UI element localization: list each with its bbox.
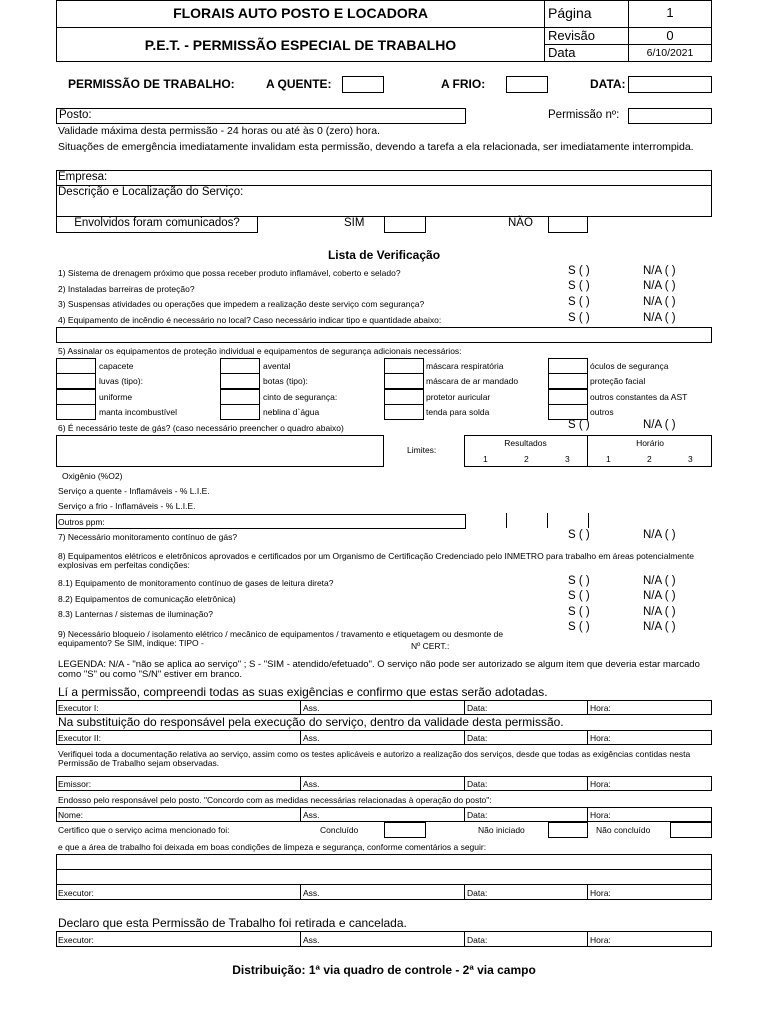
row-divider (464, 884, 465, 900)
question-2-na[interactable]: N/A ( ) (643, 280, 676, 292)
epi-checkbox-2-3[interactable] (220, 389, 260, 405)
epi-label-3-2: máscara de ar mandado (426, 376, 519, 386)
executor1-label: Executor I: (58, 703, 99, 713)
nome-row (56, 807, 712, 822)
epi-label-2-1: avental (263, 361, 291, 371)
epi-label-1-1: capacete (99, 361, 134, 371)
hot-work-label: A QUENTE: (266, 77, 332, 91)
question-5: 5) Assinalar os equipamentos de proteção individual e equipamentos de segurança adicionais necessários: (58, 346, 462, 356)
epi-label-1-3: uniforme (99, 392, 133, 402)
cancel-hour-label[interactable]: Hora: (590, 935, 611, 945)
results-col-3: 3 (565, 454, 570, 464)
results-col-2: 2 (524, 454, 529, 464)
page-label: Página (548, 5, 592, 21)
question-4: 4) Equipamento de incêndio é necessário no local? Caso necessário indicar tipo e quantidade abaixo: (58, 315, 442, 325)
comments-field-1[interactable] (56, 854, 712, 870)
document-title: P.E.T. - PERMISSÃO ESPECIAL DE TRABALHO (144, 37, 457, 53)
row-divider (300, 776, 301, 791)
question-1: 1) Sistema de drenagem próximo que possa receber produto inflamável, coberto e selado? (58, 268, 401, 278)
permit-number-field[interactable] (628, 108, 712, 124)
question-8-2-na[interactable]: N/A ( ) (643, 590, 676, 602)
permit-date-field[interactable] (628, 76, 712, 93)
cancellation-declaration: Declaro que esta Permissão de Trabalho foi retirada e cancelada. (58, 916, 407, 930)
concluded-checkbox[interactable] (384, 822, 426, 838)
epi-label-4-2: proteção facial (590, 376, 646, 386)
epi-label-3-3: protetor auricular (426, 392, 491, 402)
gas-others-tick-2 (547, 513, 548, 528)
epi-checkbox-3-1[interactable] (384, 358, 424, 374)
posto-field[interactable] (56, 108, 466, 124)
row-divider (300, 700, 301, 715)
hot-work-checkbox[interactable] (342, 76, 384, 93)
gas-others-tick-3 (588, 513, 589, 528)
involved-no-label: NÃO (508, 217, 533, 229)
row-divider (464, 700, 465, 715)
epi-label-3-1: máscara respiratória (426, 361, 504, 371)
epi-checkbox-4-2[interactable] (548, 373, 588, 389)
question-1-na[interactable]: N/A ( ) (643, 265, 676, 277)
hour-header: Horário (636, 438, 664, 448)
permit-date-label: DATA: (590, 77, 626, 91)
hour-col-3: 3 (688, 454, 693, 464)
emissor-date-label[interactable]: Data: (467, 779, 488, 789)
gas-test-description-field[interactable] (56, 435, 384, 467)
epi-checkbox-1-3[interactable] (56, 389, 96, 405)
row-divider (587, 884, 588, 900)
description-label: Descrição e Localização do Serviço: (58, 186, 244, 198)
empresa-field[interactable] (56, 170, 712, 186)
fire-equipment-field[interactable] (56, 327, 712, 343)
row-divider (464, 730, 465, 745)
area-condition-text: e que a área de trabalho foi deixada em boas condições de limpeza e segurança, conforme comentários a seguir: (58, 842, 487, 852)
epi-label-1-4: manta incombustível (99, 407, 177, 417)
empresa-label: Empresa: (58, 171, 108, 183)
epi-checkbox-4-3[interactable] (548, 389, 588, 405)
question-7-yes[interactable]: S ( ) (568, 529, 590, 541)
epi-label-2-4: neblina d`água (263, 407, 320, 417)
company-name: FLORAIS AUTO POSTO E LOCADORA (173, 5, 428, 21)
cold-work-checkbox[interactable] (506, 76, 548, 93)
row-divider (300, 807, 301, 822)
executor1-hour-label[interactable]: Hora: (590, 703, 611, 713)
executor2-signature-label[interactable]: Ass. (303, 733, 320, 743)
verification-text: Verifiquei toda a documentação relativa ao serviço, assim como os testes aplicáveis e autorizo a realização dos serviços, desde que todas as exigências contidas nesta Permissão de Trabalho sejam observadas. (58, 749, 691, 769)
certify-label: Certifico que o serviço acima mencionado foi: (58, 825, 230, 835)
emissor-label: Emissor: (58, 779, 92, 789)
involved-label: Envolvidos foram comunicados? (74, 217, 240, 229)
question-6-na[interactable]: N/A ( ) (643, 419, 676, 431)
cert-number-label: Nº CERT.: (411, 641, 450, 651)
legend-text: LEGENDA: N/A - "não se aplica ao serviço" ; S - "SIM - atendido/efetuado". O serviço não pode ser autorizado se algum item que deveria estar marcado como "S" ou como "S/N" estiver em branco. (58, 659, 700, 681)
question-8: 8) Equipamentos elétricos e eletrônicos aprovados e certificados por um Organismo de Certificação Credenciado pelo INMETRO para trabalho em áreas potencialmente explosivas em perfeitas condições: (58, 551, 694, 571)
cancel-executor-row (56, 931, 712, 947)
row-divider (587, 776, 588, 791)
executor2-label: Executor II: (58, 733, 101, 743)
not-started-label: Não iniciado (478, 825, 525, 835)
row-divider (587, 807, 588, 822)
row-divider (464, 807, 465, 822)
question-3-na[interactable]: N/A ( ) (643, 296, 676, 308)
revision-value: 0 (666, 28, 674, 43)
question-2: 2) Instaladas barreiras de proteção? (58, 284, 195, 294)
question-4-na[interactable]: N/A ( ) (643, 312, 676, 324)
executor-date-label[interactable]: Data: (467, 888, 488, 898)
question-2-yes[interactable]: S ( ) (568, 280, 590, 292)
executor2-row (56, 730, 712, 745)
epi-checkbox-4-4[interactable] (548, 404, 588, 420)
gas-others-field[interactable] (56, 514, 466, 529)
gas-hot-label: Serviço a quente - Inflamáveis - % L.I.E. (58, 486, 210, 496)
limits-label: Limites: (407, 445, 437, 455)
distribution-footer: Distribuição: 1ª via quadro de controle - 2ª via campo (232, 963, 536, 977)
nome-hour-label[interactable]: Hora: (590, 810, 611, 820)
row-divider (300, 931, 301, 947)
gas-others-label: Outros ppm: (58, 517, 105, 527)
results-col-1: 1 (483, 454, 488, 464)
question-6: 6) É necessário teste de gás? (caso necessário preencher o quadro abaixo) (58, 423, 344, 433)
endorsement-text: Endosso pelo responsável pelo posto. "Concordo com as medidas necessárias relacionadas à operação do posto": (58, 795, 492, 805)
epi-checkbox-3-4[interactable] (384, 404, 424, 420)
permit-type-label: PERMISSÃO DE TRABALHO: (68, 77, 235, 91)
question-9: 9) Necessário bloqueio / isolamento elétrico / mecânico de equipamentos / travamento e etiquetagem ou desmonte de equipamento? Se SIM, indique: TIPO - (58, 629, 504, 649)
row-divider (300, 884, 301, 900)
executor1-date-label[interactable]: Data: (467, 703, 488, 713)
epi-label-2-2: botas (tipo): (263, 376, 308, 386)
involved-yes-checkbox[interactable] (384, 216, 426, 233)
comments-field-2[interactable] (56, 869, 712, 885)
row-divider (587, 931, 588, 947)
epi-checkbox-4-1[interactable] (548, 358, 588, 374)
question-8-3-yes[interactable]: S ( ) (568, 606, 590, 618)
involved-yes-label: SIM (344, 217, 365, 229)
epi-checkbox-2-2[interactable] (220, 373, 260, 389)
results-header: Resultados (504, 438, 547, 448)
epi-label-4-4: outros (590, 407, 614, 417)
read-confirmation: Lí a permissão, compreendi todas as suas exigências e confirmo que estas serão adotadas. (58, 685, 548, 699)
question-8-3: 8.3) Lanternas / sistemas de iluminação? (58, 609, 213, 619)
not-concluded-checkbox[interactable] (670, 822, 712, 838)
executor2-date-label[interactable]: Data: (467, 733, 488, 743)
question-8-1-na[interactable]: N/A ( ) (643, 575, 676, 587)
nome-label: Nome: (58, 810, 84, 820)
cancel-executor-label: Executor: (58, 935, 94, 945)
question-9-yes[interactable]: S ( ) (568, 621, 590, 633)
question-8-2: 8.2) Equipamentos de comunicação eletrônica) (58, 594, 236, 604)
permit-number-label: Permissão nº: (548, 109, 620, 121)
emissor-signature-label[interactable]: Ass. (303, 779, 320, 789)
not-concluded-label: Não concluído (596, 825, 651, 835)
question-8-1-yes[interactable]: S ( ) (568, 575, 590, 587)
epi-label-4-3: outros constantes da AST (590, 392, 688, 402)
row-divider (587, 730, 588, 745)
cancel-date-label[interactable]: Data: (467, 935, 488, 945)
executor-row (56, 884, 712, 900)
epi-checkbox-3-3[interactable] (384, 389, 424, 405)
executor1-signature-label[interactable]: Ass. (303, 703, 320, 713)
gas-oxygen-label: Oxigênio (%O2) (62, 471, 123, 481)
emissor-row (56, 776, 712, 791)
question-8-3-na[interactable]: N/A ( ) (643, 606, 676, 618)
substitution-text: Na substituição do responsável pela execução do serviço, dentro da validade desta permissão. (58, 715, 564, 729)
epi-checkbox-2-4[interactable] (220, 404, 260, 420)
date-value: 6/10/2021 (646, 47, 694, 59)
row-divider (587, 700, 588, 715)
question-8-2-yes[interactable]: S ( ) (568, 590, 590, 602)
involved-no-checkbox[interactable] (548, 216, 588, 233)
executor2-hour-label[interactable]: Hora: (590, 733, 611, 743)
nome-date-label[interactable]: Data: (467, 810, 488, 820)
epi-label-3-4: tenda para solda (426, 407, 490, 417)
question-4-yes[interactable]: S ( ) (568, 312, 590, 324)
epi-checkbox-2-1[interactable] (220, 358, 260, 374)
executor-hour-label[interactable]: Hora: (590, 888, 611, 898)
epi-label-4-1: óculos de segurança (590, 361, 669, 371)
not-started-checkbox[interactable] (548, 822, 588, 838)
hour-col-1: 1 (606, 454, 611, 464)
epi-checkbox-1-2[interactable] (56, 373, 96, 389)
gas-others-tick-1 (506, 513, 507, 528)
date-label: Data (548, 45, 576, 60)
epi-checkbox-1-4[interactable] (56, 404, 96, 420)
cancel-signature-label[interactable]: Ass. (303, 935, 320, 945)
row-divider (300, 730, 301, 745)
page-value: 1 (666, 5, 674, 20)
row-divider (464, 776, 465, 791)
epi-checkbox-3-2[interactable] (384, 373, 424, 389)
row-divider (464, 931, 465, 947)
hour-col-2: 2 (647, 454, 652, 464)
executor1-row (56, 700, 712, 715)
question-7: 7) Necessário monitoramento contínuo de gás? (58, 532, 238, 542)
posto-label: Posto: (59, 109, 92, 121)
nome-signature-label[interactable]: Ass. (303, 810, 320, 820)
concluded-label: Concluído (320, 825, 359, 835)
question-8-1: 8.1) Equipamento de monitoramento contínuo de gases de leitura direta? (58, 578, 334, 588)
question-3-yes[interactable]: S ( ) (568, 296, 590, 308)
validity-text: Validade máxima desta permissão - 24 horas ou até às 0 (zero) hora. (58, 125, 380, 137)
question-1-yes[interactable]: S ( ) (568, 265, 590, 277)
executor-signature-label[interactable]: Ass. (303, 888, 320, 898)
revision-label: Revisão (548, 28, 595, 43)
cold-work-label: A FRIO: (441, 77, 486, 91)
emergency-text: Situações de emergência imediatamente invalidam esta permissão, devendo a tarefa a ela relacionada, ser imediatamente interrompida. (58, 141, 694, 153)
question-6-yes[interactable]: S ( ) (568, 419, 590, 431)
gas-cold-label: Serviço a frio - Inflamáveis - % L.I.E. (58, 501, 196, 511)
executor-label: Executor: (58, 888, 94, 898)
epi-checkbox-1-1[interactable] (56, 358, 96, 374)
question-7-na[interactable]: N/A ( ) (643, 529, 676, 541)
question-9-na[interactable]: N/A ( ) (643, 621, 676, 633)
epi-label-1-2: luvas (tipo): (99, 376, 143, 386)
question-3: 3) Suspensas atividades ou operações que impedem a realização deste serviço com segurança? (58, 299, 425, 309)
emissor-hour-label[interactable]: Hora: (590, 779, 611, 789)
checklist-title: Lista de Verificação (327, 248, 441, 262)
epi-label-2-3: cinto de segurança: (263, 392, 338, 402)
